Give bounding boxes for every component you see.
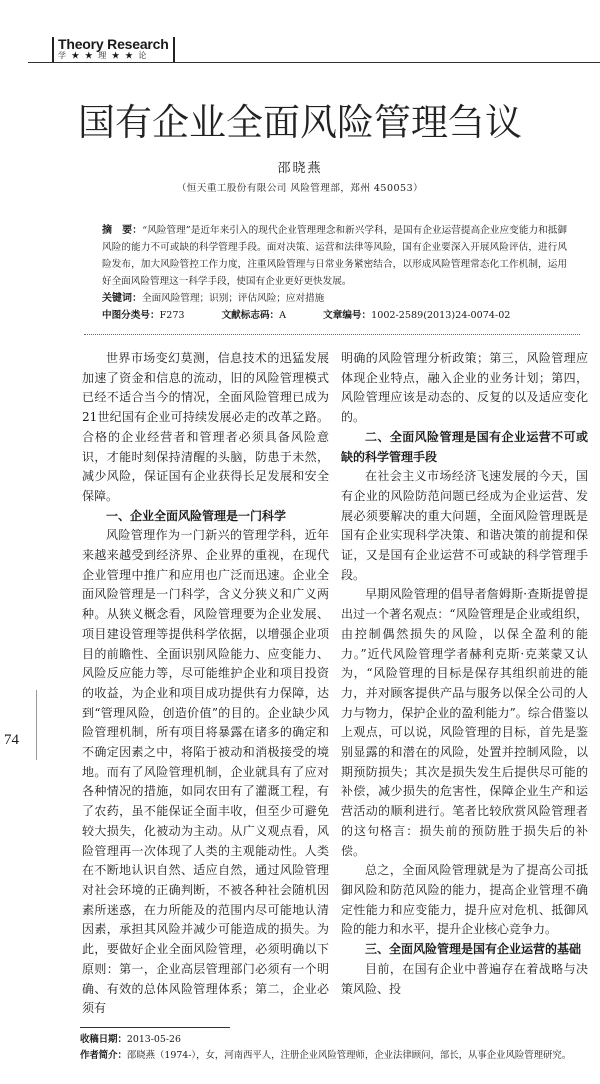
body-columns xyxy=(82,349,588,1019)
paragraph: 早期风险管理的倡导者詹姆斯·查斯提曾提出过一个著名观点：“风险管理是企业或组织，由控制偶然损失的风险，以保全盈利的能力。”近代风险管理学者赫利克斯·克莱蒙又认为，“风险管理的目标是保存其组织前进的能力，并对顾客提供产品与服务以保全公司的人力与物力，保护企业的盈利能力”。综合借鉴以上观点，可以说，风险管理的目标，首先是鉴别显露的和潜在的风险，处置并控制风险，以期预防损失；其次是损失发生后提供尽可能的补偿，减少损失的危害性，保障企业生产和运营活动的顺利进行。笔者比较欣赏风险管理者的这句格言：损失前的预防胜于损失后的补偿。 xyxy=(341,587,588,858)
article-title: 国有企业全面风险管理刍议 xyxy=(78,101,522,144)
received-label: 收稿日期： xyxy=(80,1033,127,1045)
paragraph: 风险管理作为一门新兴的管理学科，近年来越来越受到经济界、企业界的重视，在现代企业管理中推广和应用也广泛而迅速。企业全面风险管理是一门科学，含义分狭义和广义两种。从狭义概念看，风险管理要为企业发展、项目建设管理等提供科学依据，以增强企业项目的前瞻性、全面识别风险能力、应变能力、风险反应能力等，尽可能维护企业和项目投资的收益，为企业和项目成功提供有力保障，达到“管理风险，创造价值”的目的。企业缺少风险管理机制，所有项目将暴露在诸多的确定和不确定因素之中，将陷于被动和消极接受的境地。而有了风险管理机制，企业就具有了应对各种情况的措施，如同农田有了灌溉工程，有了农药，虽不能保证全面丰收，但至少可避免较大损失，化被动为主动。从广义观点看，风险管理再一次体现了人类的主观能动性。人类在不断地认识自然、适应自然，通过风险管理对社会环境的正确判断，不被各种社会随机因素所迷惑，在力所能及的范围内尽可能地认清因素，承担其风险并减少可能造成的损失。为此，要做好企业全面风险管理，必须明确以下原则：第一，企业高层管理部门必须有一个明确、有效的总体风险管理体系；第二，企业必须有 xyxy=(82,528,329,1016)
section-heading: 三、全面风险管理是国有企业运营的基础 xyxy=(365,942,582,957)
paragraph: 世界市场变幻莫测，信息技术的迅猛发展加速了资金和信息的流动，旧的风险管理模式已经不适合当今的情况，全面风险管理已成为21世纪国有企业可持续发展必走的改革之路。合格的企业经营者和管理者必须具备风险意识，才能时刻保持清醒的头脑，防患于未然，减少风险，保证国有企业获得长足发展和安全保障。 xyxy=(82,351,329,503)
doc-code-value: A xyxy=(279,310,287,321)
paragraph: 总之，全面风险管理就是为了提高公司抵御风险和防范风险的能力，提高企业管理不确定性能力和应变能力，提升应对危机、抵御风险的能力和水平，提升企业核心竞争力。 xyxy=(341,863,588,937)
left-column xyxy=(82,349,329,1019)
footnote-rule xyxy=(80,1027,230,1028)
header-rule xyxy=(28,62,600,63)
paragraph: 明确的风险管理分析政策；第三，风险管理应体现企业特点，融入企业的业务计划；第四，风险管理应该是动态的、反复的以及适应变化的。 xyxy=(341,351,588,425)
author-name: 邵晓燕 xyxy=(277,161,323,176)
keywords-text: 全面风险管理；识别；评估风险；应对措施 xyxy=(142,293,325,304)
doc-code-label: 文献标志码： xyxy=(221,310,280,321)
paragraph: 在社会主义市场经济飞速发展的今天，国有企业的风险防范问题已经成为企业运营、发展必须要解决的重大问题，全面风险管理既是国有企业实现科学决策、和谐决策的前提和保证，又是国有企业运营不可或缺的科学管理手段。 xyxy=(341,469,588,582)
abstract-label: 摘 要： xyxy=(102,225,143,236)
section-heading: 一、企业全面风险管理是一门科学 xyxy=(106,508,287,523)
clc-label: 中图分类号： xyxy=(102,310,160,321)
margin-rule xyxy=(36,690,37,760)
article-no-label: 文章编号： xyxy=(323,310,372,321)
bio-label: 作者简介： xyxy=(80,1049,127,1061)
page-number: 74 xyxy=(4,732,19,748)
received-date: 2013-05-26 xyxy=(126,1033,181,1045)
abstract xyxy=(102,222,567,307)
footnote xyxy=(80,1032,585,1064)
section-heading: 二、全面风险管理是国有企业运营不可或缺的科学管理手段 xyxy=(341,429,588,464)
article-meta xyxy=(102,307,567,324)
clc-value: F273 xyxy=(159,310,185,321)
keywords-label: 关键词： xyxy=(102,293,142,304)
abstract-divider xyxy=(84,334,580,335)
article-no-value: 1002-2589(2013)24-0074-02 xyxy=(371,310,511,321)
journal-header xyxy=(52,37,175,62)
journal-name-en: Theory Research xyxy=(58,36,169,52)
right-column xyxy=(341,349,588,999)
abstract-text: “风险管理”是近年来引入的现代企业管理理念和新兴学科，是国有企业运营提高企业应变能力和抵御风险的能力不可或缺的科学管理手段。面对决策、运营和法律等风险，国有企业要深入开展风险评估，进行风险发布，加大风险管控工作力度，注重风险管理与日常业务紧密结合，以形成风险管理常态化工作机制，运用好全面风险管理这一科学手段，使国有企业更好更快发展。 xyxy=(102,225,568,287)
author-affiliation: （恒天重工股份有限公司 风险管理部，郑州 450053） xyxy=(176,183,424,194)
paragraph: 目前，在国有企业中普遍存在着战略与决策风险、投 xyxy=(341,961,588,996)
author-bio: 邵晓燕（1974-），女，河南西平人，注册企业风险管理师，企业法律顾问，部长，从事企业风险管理研究。 xyxy=(126,1049,572,1061)
journal-section-zh: 学★★理★★论 xyxy=(58,51,152,60)
